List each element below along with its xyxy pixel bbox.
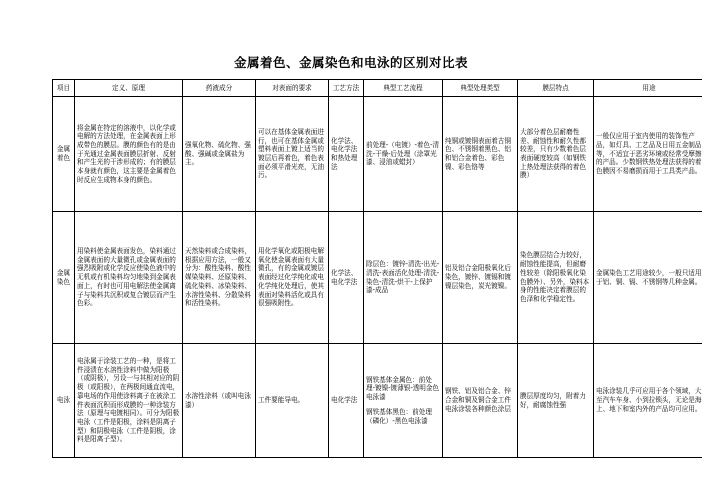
cell-flow: [364, 344, 443, 458]
header-solution: 药液成分: [183, 80, 256, 97]
cell-usage: 一般仅应用于室内使用的装饰性产品，如灯具、工艺品及日用五金制品等，不适宜于恶劣环境或经常受摩擦的产品。少数钢铁热处理法获得的着色膜因不易磨损而用于工具类产品。: [594, 97, 702, 212]
header-surface: 对表面的要求: [256, 80, 329, 97]
table-header-row: [53, 80, 702, 97]
header-flow: 典型工艺流程: [364, 80, 443, 97]
table-row: [53, 212, 702, 344]
comparison-table: [52, 79, 702, 458]
table-row: [53, 97, 702, 212]
cell-types: 铝及铝合金阳极氧化后染色，镀锌、镀镉和镀镍层染色，炭光镀镍。: [443, 212, 518, 344]
header-usage: 用途: [594, 80, 702, 97]
cell-definition: 将金属在特定的溶液中，以化学或电解的方法处理，在金属表面上形成带色的膜层。膜的颜色有的是由于光通过金属表面膜层折射、反射和产生光的干涉形成的；有的膜层本身就有颜色，这主要是金属着色时反应生成物本身的颜色。: [75, 97, 183, 212]
cell-definition: 用染料使金属表面发色，染料通过金属表面的大量微孔或金属表面的强烈吸附或化学反应使染色液中的无机或有机染料均匀地染到金属表面上，有时也可用电解法使金属离子与染料共沉积或复合镀层而产生色彩。: [75, 212, 183, 344]
cell-process: 化学法、电化学法和热处理法: [329, 97, 364, 212]
cell-solution: 水溶性涂料（或叫电泳漆）: [183, 344, 256, 458]
cell-types: 纯铜或镀铜表面着古铜色、不锈钢着黑色、铝和铝合金着色、彩色镍、彩色铬等: [443, 97, 518, 212]
cell-process: 电化学法: [329, 344, 364, 458]
cell-solution: 天然染料或合成染料，根据应用方法，一般又分为：酸性染料、酸性媒染染料、还原染料、硫化染料、冰染染料、水溶性染料、分散染料和活性染料。: [183, 212, 256, 344]
cell-features: 染色膜层结合力较好，耐蚀性能提高，但耐磨性较差（除阳极氧化染色膜外）、另外，染料本身的性能决定着膜层的色泽和化学稳定性。: [518, 212, 594, 344]
document-title: 金属着色、金属染色和电泳的区别对比表: [233, 55, 468, 70]
cell-types: 钢铁、铝及铝合金、锌合金和铜及铜合金工件电泳涂装各种颜色涂层: [443, 344, 518, 458]
cell-usage: 电泳涂装几乎可应用于各个领域，大至汽车车身、小到拉锁头，无论是海上、地下和室内外的产品均可应用。: [594, 344, 702, 458]
cell-flow: 除层色：镀锌-清洗-出光-清洗-表面活化处理-清洗-染色-清洗-烘干-上保护漆-成品: [364, 212, 443, 344]
flow-black: 钢铁基体黑色：前处理（磷化）-黑色电泳漆: [366, 407, 432, 425]
cell-item: 电泳: [53, 344, 75, 458]
cell-usage: 金属染色工艺用途较少，一般只适用于铝、铜、镉、不锈钢等几种金属。: [594, 212, 702, 344]
cell-surface: 用化学氧化或阳极电解氧化使金属表面有大量微孔，有的金属或镀层表面经过化学纯化或电化学纯化处理后，使其表面对染料活化或具有很强吸附性。: [256, 212, 329, 344]
cell-item: 金属着色: [53, 97, 75, 212]
header-item: 项目: [53, 80, 75, 97]
cell-item: 金属染色: [53, 212, 75, 344]
cell-surface: 工件要能导电。: [256, 344, 329, 458]
cell-features: 膜层厚度均匀，附着力好，耐腐蚀性强: [518, 344, 594, 458]
header-features: 膜层特点: [518, 80, 594, 97]
header-types: 典型处理类型: [443, 80, 518, 97]
cell-solution: 强氧化物、硫化物、强酸、强碱或金属盐为主。: [183, 97, 256, 212]
cell-features: 大部分着色层耐磨性差、耐蚀性和耐久性都较差，只有少数着色层表面硬度较高（如钢铁上热处理法获得的着色膜）: [518, 97, 594, 212]
cell-process: 化学法、电化学法: [329, 212, 364, 344]
flow-gold: 钢铁基体金属色：前处理-镀镍-镀薄银-透明金色电泳漆: [366, 375, 440, 402]
header-process: 工艺方法: [329, 80, 364, 97]
cell-flow: 前处理-（电镀）-着色-清洗-干燥-后处理（涂罩光漆、浸油或蜡封）: [364, 97, 443, 212]
table-row: [53, 344, 702, 458]
cell-definition: 电泳属于涂装工艺的一种，是将工件浸渍在水溶性涂料中做为阳极（或阴极），另设一与其相对应的阴极（或阳极），在两极间通直流电，靠电场的作用使涂料离子在被涂工件表面沉积而形成膜的一种涂装方法（原理与电镀相同）。可分为阳极电泳（工件是阳极，涂料是阴离子型）和阴极电泳（工件是阴极，涂料是阳离子型）。: [75, 344, 183, 458]
cell-surface: 可以在基体金属表面进行，也可在基体金属或塑料表面上镀上适当的镀层后再着色，着色表面必须平滑光亮，无油污。: [256, 97, 329, 212]
header-definition: 定义、原理: [75, 80, 183, 97]
